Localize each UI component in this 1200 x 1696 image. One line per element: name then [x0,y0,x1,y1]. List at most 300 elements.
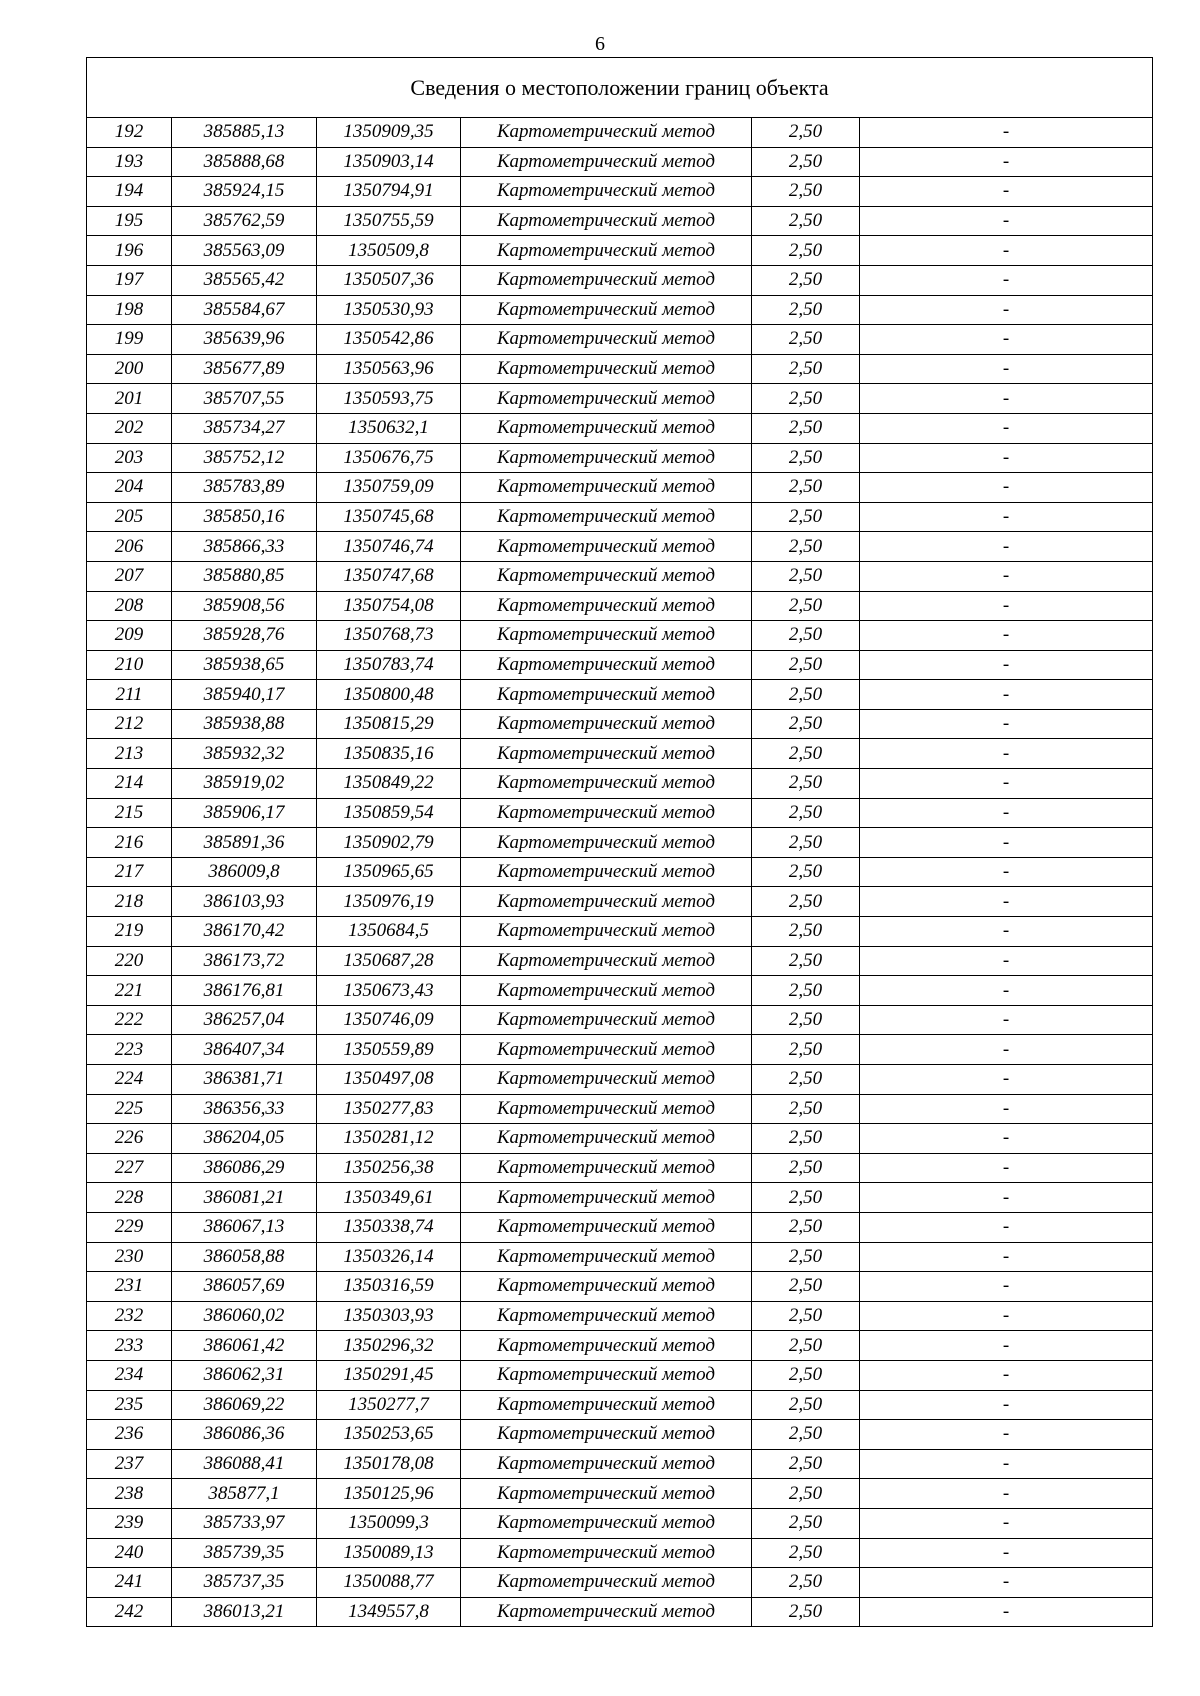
method-cell: Картометрический метод [461,1508,752,1538]
note-cell: - [860,917,1153,947]
y-coordinate-cell: 1350089,13 [317,1538,461,1568]
y-coordinate-cell: 1350277,83 [317,1094,461,1124]
method-cell: Картометрический метод [461,118,752,148]
method-cell: Картометрический метод [461,147,752,177]
accuracy-cell: 2,50 [752,1242,860,1272]
note-cell: - [860,887,1153,917]
y-coordinate-cell: 1350178,08 [317,1449,461,1479]
method-cell: Картометрический метод [461,384,752,414]
accuracy-cell: 2,50 [752,502,860,532]
note-cell: - [860,1005,1153,1035]
x-coordinate-cell: 386381,71 [172,1065,317,1095]
x-coordinate-cell: 385880,85 [172,561,317,591]
accuracy-cell: 2,50 [752,769,860,799]
point-number-cell: 234 [87,1360,172,1390]
point-number-cell: 213 [87,739,172,769]
method-cell: Картометрический метод [461,1183,752,1213]
accuracy-cell: 2,50 [752,118,860,148]
x-coordinate-cell: 386060,02 [172,1301,317,1331]
note-cell: - [860,591,1153,621]
table-row [87,1508,1153,1538]
note-cell: - [860,1124,1153,1154]
table-row [87,621,1153,651]
method-cell: Картометрический метод [461,1449,752,1479]
accuracy-cell: 2,50 [752,1538,860,1568]
x-coordinate-cell: 385639,96 [172,325,317,355]
y-coordinate-cell: 1350326,14 [317,1242,461,1272]
method-cell: Картометрический метод [461,798,752,828]
method-cell: Картометрический метод [461,917,752,947]
x-coordinate-cell: 386069,22 [172,1390,317,1420]
table-row [87,177,1153,207]
y-coordinate-cell: 1350794,91 [317,177,461,207]
point-number-cell: 209 [87,621,172,651]
accuracy-cell: 2,50 [752,295,860,325]
point-number-cell: 198 [87,295,172,325]
x-coordinate-cell: 385762,59 [172,206,317,236]
point-number-cell: 216 [87,828,172,858]
x-coordinate-cell: 386103,93 [172,887,317,917]
page-number: 6 [595,33,605,55]
method-cell: Картометрический метод [461,1035,752,1065]
x-coordinate-cell: 386062,31 [172,1360,317,1390]
point-number-cell: 207 [87,561,172,591]
table-row [87,1242,1153,1272]
note-cell: - [860,1568,1153,1598]
note-cell: - [860,118,1153,148]
note-cell: - [860,650,1153,680]
accuracy-cell: 2,50 [752,413,860,443]
y-coordinate-cell: 1350253,65 [317,1420,461,1450]
x-coordinate-cell: 386081,21 [172,1183,317,1213]
table-row [87,1301,1153,1331]
note-cell: - [860,177,1153,207]
table-title-row [87,58,1153,118]
accuracy-cell: 2,50 [752,443,860,473]
table-row [87,1449,1153,1479]
y-coordinate-cell: 1350542,86 [317,325,461,355]
table-row [87,1065,1153,1095]
y-coordinate-cell: 1350902,79 [317,828,461,858]
note-cell: - [860,1390,1153,1420]
accuracy-cell: 2,50 [752,1449,860,1479]
y-coordinate-cell: 1350745,68 [317,502,461,532]
x-coordinate-cell: 386204,05 [172,1124,317,1154]
point-number-cell: 212 [87,709,172,739]
note-cell: - [860,384,1153,414]
x-coordinate-cell: 385877,1 [172,1479,317,1509]
note-cell: - [860,1065,1153,1095]
note-cell: - [860,413,1153,443]
method-cell: Картометрический метод [461,1301,752,1331]
point-number-cell: 235 [87,1390,172,1420]
note-cell: - [860,325,1153,355]
table-row [87,857,1153,887]
method-cell: Картометрический метод [461,473,752,503]
note-cell: - [860,502,1153,532]
point-number-cell: 197 [87,265,172,295]
point-number-cell: 205 [87,502,172,532]
point-number-cell: 223 [87,1035,172,1065]
accuracy-cell: 2,50 [752,1124,860,1154]
accuracy-cell: 2,50 [752,1212,860,1242]
x-coordinate-cell: 385737,35 [172,1568,317,1598]
note-cell: - [860,265,1153,295]
accuracy-cell: 2,50 [752,1508,860,1538]
note-cell: - [860,621,1153,651]
point-number-cell: 196 [87,236,172,266]
accuracy-cell: 2,50 [752,1360,860,1390]
table-row [87,739,1153,769]
point-number-cell: 202 [87,413,172,443]
x-coordinate-cell: 385783,89 [172,473,317,503]
accuracy-cell: 2,50 [752,621,860,651]
table-row [87,147,1153,177]
y-coordinate-cell: 1350563,96 [317,354,461,384]
note-cell: - [860,1479,1153,1509]
y-coordinate-cell: 1350835,16 [317,739,461,769]
accuracy-cell: 2,50 [752,1597,860,1627]
point-number-cell: 238 [87,1479,172,1509]
accuracy-cell: 2,50 [752,1568,860,1598]
point-number-cell: 217 [87,857,172,887]
method-cell: Картометрический метод [461,680,752,710]
y-coordinate-cell: 1350783,74 [317,650,461,680]
x-coordinate-cell: 385739,35 [172,1538,317,1568]
method-cell: Картометрический метод [461,532,752,562]
accuracy-cell: 2,50 [752,739,860,769]
method-cell: Картометрический метод [461,650,752,680]
point-number-cell: 225 [87,1094,172,1124]
y-coordinate-cell: 1350316,59 [317,1272,461,1302]
y-coordinate-cell: 1350125,96 [317,1479,461,1509]
table-row [87,946,1153,976]
x-coordinate-cell: 385888,68 [172,147,317,177]
accuracy-cell: 2,50 [752,828,860,858]
method-cell: Картометрический метод [461,1479,752,1509]
table-row [87,680,1153,710]
accuracy-cell: 2,50 [752,473,860,503]
point-number-cell: 229 [87,1212,172,1242]
table-row [87,591,1153,621]
y-coordinate-cell: 1350281,12 [317,1124,461,1154]
method-cell: Картометрический метод [461,1212,752,1242]
table-row [87,473,1153,503]
note-cell: - [860,1153,1153,1183]
method-cell: Картометрический метод [461,709,752,739]
accuracy-cell: 2,50 [752,561,860,591]
x-coordinate-cell: 385906,17 [172,798,317,828]
x-coordinate-cell: 385885,13 [172,118,317,148]
note-cell: - [860,739,1153,769]
note-cell: - [860,1242,1153,1272]
table-row [87,1124,1153,1154]
method-cell: Картометрический метод [461,413,752,443]
note-cell: - [860,1449,1153,1479]
note-cell: - [860,1508,1153,1538]
method-cell: Картометрический метод [461,621,752,651]
table-row [87,1272,1153,1302]
x-coordinate-cell: 385932,32 [172,739,317,769]
y-coordinate-cell: 1350976,19 [317,887,461,917]
x-coordinate-cell: 386407,34 [172,1035,317,1065]
table-row [87,976,1153,1006]
method-cell: Картометрический метод [461,561,752,591]
table-row [87,1597,1153,1627]
y-coordinate-cell: 1350746,74 [317,532,461,562]
note-cell: - [860,473,1153,503]
note-cell: - [860,1538,1153,1568]
table-row [87,1183,1153,1213]
point-number-cell: 220 [87,946,172,976]
y-coordinate-cell: 1350684,5 [317,917,461,947]
x-coordinate-cell: 385677,89 [172,354,317,384]
note-cell: - [860,1301,1153,1331]
y-coordinate-cell: 1350338,74 [317,1212,461,1242]
y-coordinate-cell: 1350965,65 [317,857,461,887]
table-row [87,709,1153,739]
x-coordinate-cell: 386057,69 [172,1272,317,1302]
note-cell: - [860,1597,1153,1627]
point-number-cell: 227 [87,1153,172,1183]
table-row [87,1153,1153,1183]
note-cell: - [860,1360,1153,1390]
accuracy-cell: 2,50 [752,325,860,355]
method-cell: Картометрический метод [461,591,752,621]
x-coordinate-cell: 385707,55 [172,384,317,414]
note-cell: - [860,147,1153,177]
point-number-cell: 208 [87,591,172,621]
x-coordinate-cell: 386170,42 [172,917,317,947]
accuracy-cell: 2,50 [752,265,860,295]
accuracy-cell: 2,50 [752,532,860,562]
x-coordinate-cell: 386088,41 [172,1449,317,1479]
note-cell: - [860,532,1153,562]
method-cell: Картометрический метод [461,1094,752,1124]
note-cell: - [860,946,1153,976]
accuracy-cell: 2,50 [752,1153,860,1183]
y-coordinate-cell: 1350559,89 [317,1035,461,1065]
y-coordinate-cell: 1350676,75 [317,443,461,473]
table-row [87,887,1153,917]
table-row [87,502,1153,532]
x-coordinate-cell: 386067,13 [172,1212,317,1242]
accuracy-cell: 2,50 [752,1272,860,1302]
point-number-cell: 214 [87,769,172,799]
table-row [87,650,1153,680]
note-cell: - [860,561,1153,591]
accuracy-cell: 2,50 [752,236,860,266]
y-coordinate-cell: 1350507,36 [317,265,461,295]
table-row [87,1538,1153,1568]
point-number-cell: 192 [87,118,172,148]
note-cell: - [860,206,1153,236]
y-coordinate-cell: 1350632,1 [317,413,461,443]
method-cell: Картометрический метод [461,1153,752,1183]
method-cell: Картометрический метод [461,1360,752,1390]
note-cell: - [860,1420,1153,1450]
point-number-cell: 203 [87,443,172,473]
accuracy-cell: 2,50 [752,1331,860,1361]
accuracy-cell: 2,50 [752,384,860,414]
accuracy-cell: 2,50 [752,1005,860,1035]
note-cell: - [860,798,1153,828]
method-cell: Картометрический метод [461,1242,752,1272]
method-cell: Картометрический метод [461,325,752,355]
y-coordinate-cell: 1350099,3 [317,1508,461,1538]
point-number-cell: 219 [87,917,172,947]
table-row [87,1390,1153,1420]
table-row [87,1568,1153,1598]
point-number-cell: 241 [87,1568,172,1598]
table-row [87,828,1153,858]
method-cell: Картометрический метод [461,502,752,532]
table-row [87,1035,1153,1065]
x-coordinate-cell: 386356,33 [172,1094,317,1124]
point-number-cell: 228 [87,1183,172,1213]
accuracy-cell: 2,50 [752,946,860,976]
x-coordinate-cell: 385850,16 [172,502,317,532]
accuracy-cell: 2,50 [752,1065,860,1095]
y-coordinate-cell: 1350687,28 [317,946,461,976]
y-coordinate-cell: 1349557,8 [317,1597,461,1627]
point-number-cell: 233 [87,1331,172,1361]
method-cell: Картометрический метод [461,976,752,1006]
table-row [87,1212,1153,1242]
x-coordinate-cell: 385928,76 [172,621,317,651]
table-row [87,236,1153,266]
y-coordinate-cell: 1350349,61 [317,1183,461,1213]
method-cell: Картометрический метод [461,1272,752,1302]
x-coordinate-cell: 385563,09 [172,236,317,266]
point-number-cell: 195 [87,206,172,236]
method-cell: Картометрический метод [461,354,752,384]
accuracy-cell: 2,50 [752,709,860,739]
note-cell: - [860,709,1153,739]
accuracy-cell: 2,50 [752,591,860,621]
point-number-cell: 206 [87,532,172,562]
y-coordinate-cell: 1350593,75 [317,384,461,414]
note-cell: - [860,1331,1153,1361]
accuracy-cell: 2,50 [752,354,860,384]
y-coordinate-cell: 1350759,09 [317,473,461,503]
note-cell: - [860,1272,1153,1302]
table-row [87,118,1153,148]
accuracy-cell: 2,50 [752,887,860,917]
y-coordinate-cell: 1350859,54 [317,798,461,828]
note-cell: - [860,295,1153,325]
point-number-cell: 240 [87,1538,172,1568]
y-coordinate-cell: 1350530,93 [317,295,461,325]
table-row [87,1360,1153,1390]
table-row [87,532,1153,562]
point-number-cell: 211 [87,680,172,710]
x-coordinate-cell: 385940,17 [172,680,317,710]
note-cell: - [860,354,1153,384]
x-coordinate-cell: 385908,56 [172,591,317,621]
note-cell: - [860,236,1153,266]
point-number-cell: 231 [87,1272,172,1302]
method-cell: Картометрический метод [461,206,752,236]
table-row [87,443,1153,473]
x-coordinate-cell: 385924,15 [172,177,317,207]
accuracy-cell: 2,50 [752,1479,860,1509]
y-coordinate-cell: 1350754,08 [317,591,461,621]
y-coordinate-cell: 1350088,77 [317,1568,461,1598]
accuracy-cell: 2,50 [752,917,860,947]
table-row [87,295,1153,325]
table-row [87,1331,1153,1361]
x-coordinate-cell: 386086,36 [172,1420,317,1450]
accuracy-cell: 2,50 [752,1094,860,1124]
method-cell: Картометрический метод [461,1390,752,1420]
method-cell: Картометрический метод [461,946,752,976]
point-number-cell: 194 [87,177,172,207]
x-coordinate-cell: 385938,65 [172,650,317,680]
y-coordinate-cell: 1350256,38 [317,1153,461,1183]
y-coordinate-cell: 1350296,32 [317,1331,461,1361]
point-number-cell: 232 [87,1301,172,1331]
method-cell: Картометрический метод [461,177,752,207]
table-row [87,206,1153,236]
note-cell: - [860,1183,1153,1213]
table-row [87,798,1153,828]
point-number-cell: 224 [87,1065,172,1095]
accuracy-cell: 2,50 [752,1183,860,1213]
accuracy-cell: 2,50 [752,680,860,710]
table-row [87,413,1153,443]
method-cell: Картометрический метод [461,1568,752,1598]
point-number-cell: 221 [87,976,172,1006]
x-coordinate-cell: 386086,29 [172,1153,317,1183]
accuracy-cell: 2,50 [752,1390,860,1420]
x-coordinate-cell: 386173,72 [172,946,317,976]
y-coordinate-cell: 1350303,93 [317,1301,461,1331]
method-cell: Картометрический метод [461,828,752,858]
x-coordinate-cell: 385733,97 [172,1508,317,1538]
x-coordinate-cell: 385919,02 [172,769,317,799]
point-number-cell: 237 [87,1449,172,1479]
x-coordinate-cell: 385866,33 [172,532,317,562]
note-cell: - [860,976,1153,1006]
point-number-cell: 215 [87,798,172,828]
y-coordinate-cell: 1350673,43 [317,976,461,1006]
accuracy-cell: 2,50 [752,177,860,207]
y-coordinate-cell: 1350849,22 [317,769,461,799]
x-coordinate-cell: 386176,81 [172,976,317,1006]
x-coordinate-cell: 385891,36 [172,828,317,858]
y-coordinate-cell: 1350909,35 [317,118,461,148]
table-row [87,769,1153,799]
x-coordinate-cell: 385752,12 [172,443,317,473]
accuracy-cell: 2,50 [752,976,860,1006]
point-number-cell: 204 [87,473,172,503]
table-row [87,354,1153,384]
boundary-table [86,57,1153,1627]
y-coordinate-cell: 1350903,14 [317,147,461,177]
y-coordinate-cell: 1350755,59 [317,206,461,236]
table-title: Сведения о местоположении границ объекта [87,58,1153,118]
point-number-cell: 193 [87,147,172,177]
y-coordinate-cell: 1350815,29 [317,709,461,739]
x-coordinate-cell: 386058,88 [172,1242,317,1272]
note-cell: - [860,1212,1153,1242]
point-number-cell: 239 [87,1508,172,1538]
point-number-cell: 226 [87,1124,172,1154]
note-cell: - [860,1094,1153,1124]
accuracy-cell: 2,50 [752,1035,860,1065]
note-cell: - [860,1035,1153,1065]
